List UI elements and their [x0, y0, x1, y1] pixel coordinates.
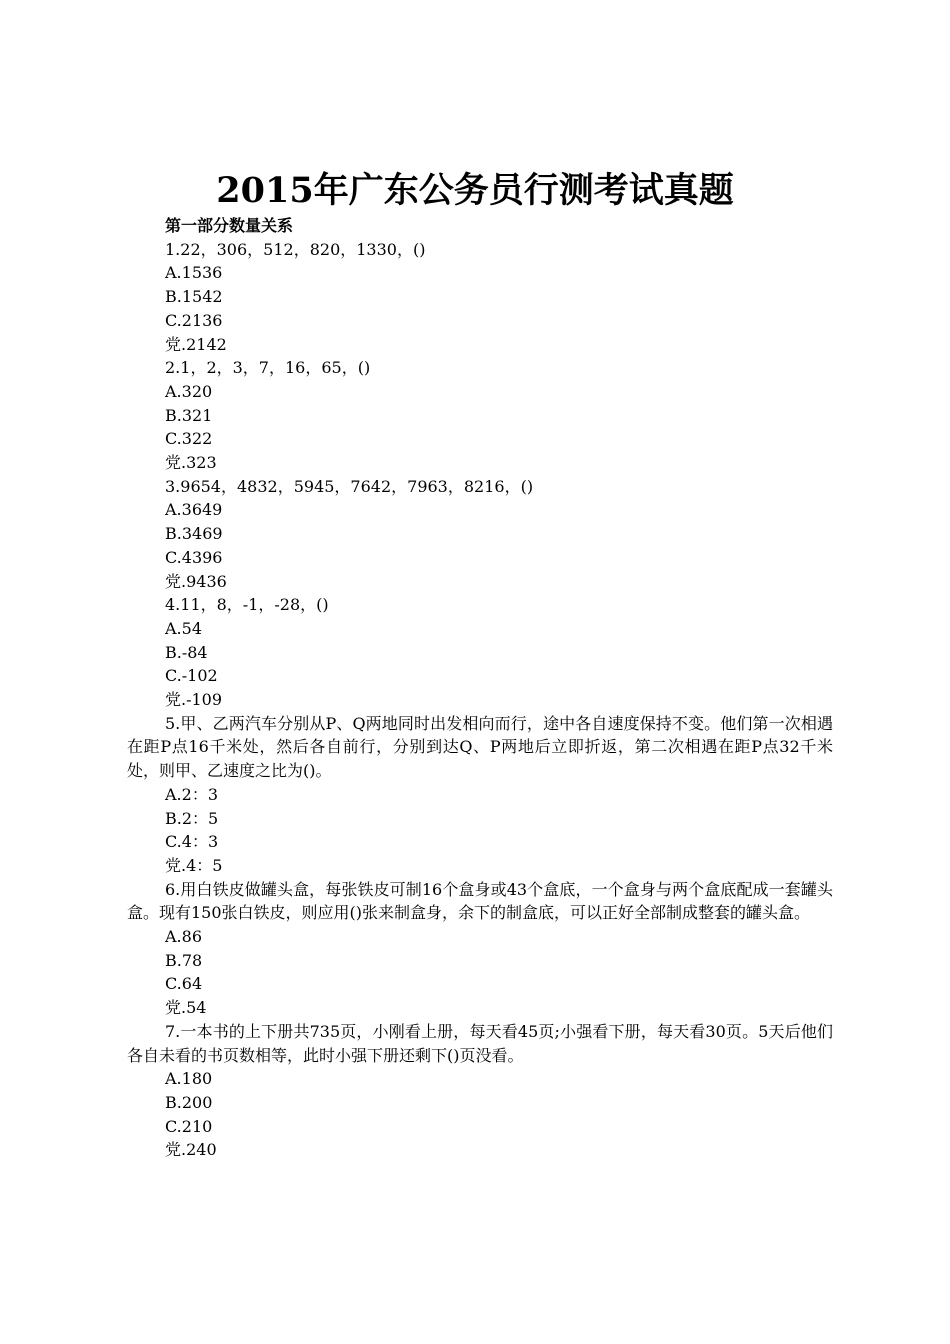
answer-option: A.320	[165, 381, 213, 401]
answer-option: C.4：3	[165, 832, 219, 852]
question-stem: 6.用白铁皮做罐头盒，每张铁皮可制16个盒身或43个盒底，一个盒身与两个盒底配成一套罐头盒。现有150张白铁皮，则应用()张来制盒身，余下的制盒底，可以正好全部制成整套的罐头盒。	[127, 879, 833, 923]
answer-option: 党.54	[165, 998, 207, 1018]
answer-option: 党.323	[165, 453, 217, 473]
answer-option: B.200	[165, 1093, 213, 1112]
section-heading: 第一部分数量关系	[165, 216, 294, 235]
answer-option: B.2：5	[165, 808, 219, 828]
answer-option: 党.-109	[165, 690, 223, 710]
answer-option: A.54	[165, 618, 202, 638]
answer-option: C.210	[165, 1116, 213, 1136]
answer-option: A.2：3	[165, 784, 219, 804]
answer-option: C.322	[165, 429, 213, 449]
answer-option: A.1536	[165, 263, 223, 283]
question-stem: 4.11，8，-1，-28，()	[165, 595, 329, 615]
answer-option: A.3649	[165, 500, 223, 520]
document-body	[127, 214, 833, 1162]
answer-option: C.64	[165, 974, 203, 994]
answer-option: B.1542	[165, 287, 223, 307]
answer-option: C.4396	[165, 547, 223, 567]
question-stem: 2.1，2，3，7，16，65，()	[165, 358, 371, 378]
page-title: 2015年广东公务员行测考试真题	[216, 170, 734, 211]
question-stem: 1.22，306，512，820，1330，()	[165, 239, 426, 259]
answer-option: B.321	[165, 405, 213, 425]
answer-option: B.-84	[165, 642, 208, 662]
answer-option: B.3469	[165, 524, 223, 544]
question-stem: 5.甲、乙两汽车分别从P、Q两地同时出发相向而行，途中各自速度保持不变。他们第一次相遇在距P点16千米处，然后各自前行，分别到达Q、P两地后立即折返，第二次相遇在距P点32千米处，则甲、乙速度之比为()。	[127, 713, 833, 781]
answer-option: A.180	[165, 1069, 213, 1089]
answer-option: C.2136	[165, 310, 223, 330]
question-stem: 3.9654，4832，5945，7642，7963，8216，()	[165, 476, 534, 496]
question-stem: 7.一本书的上下册共735页，小刚看上册，每天看45页;小强看下册，每天看30页。5天后他们各自未看的书页数相等，此时小强下册还剩下()页没看。	[127, 1021, 833, 1065]
answer-option: B.78	[165, 950, 203, 970]
answer-option: 党.9436	[165, 571, 227, 591]
answer-option: A.86	[165, 927, 202, 947]
answer-option: 党.2142	[165, 334, 227, 354]
answer-option: C.-102	[165, 666, 218, 686]
answer-option: 党.4：5	[165, 855, 223, 875]
answer-option: 党.240	[165, 1140, 217, 1160]
